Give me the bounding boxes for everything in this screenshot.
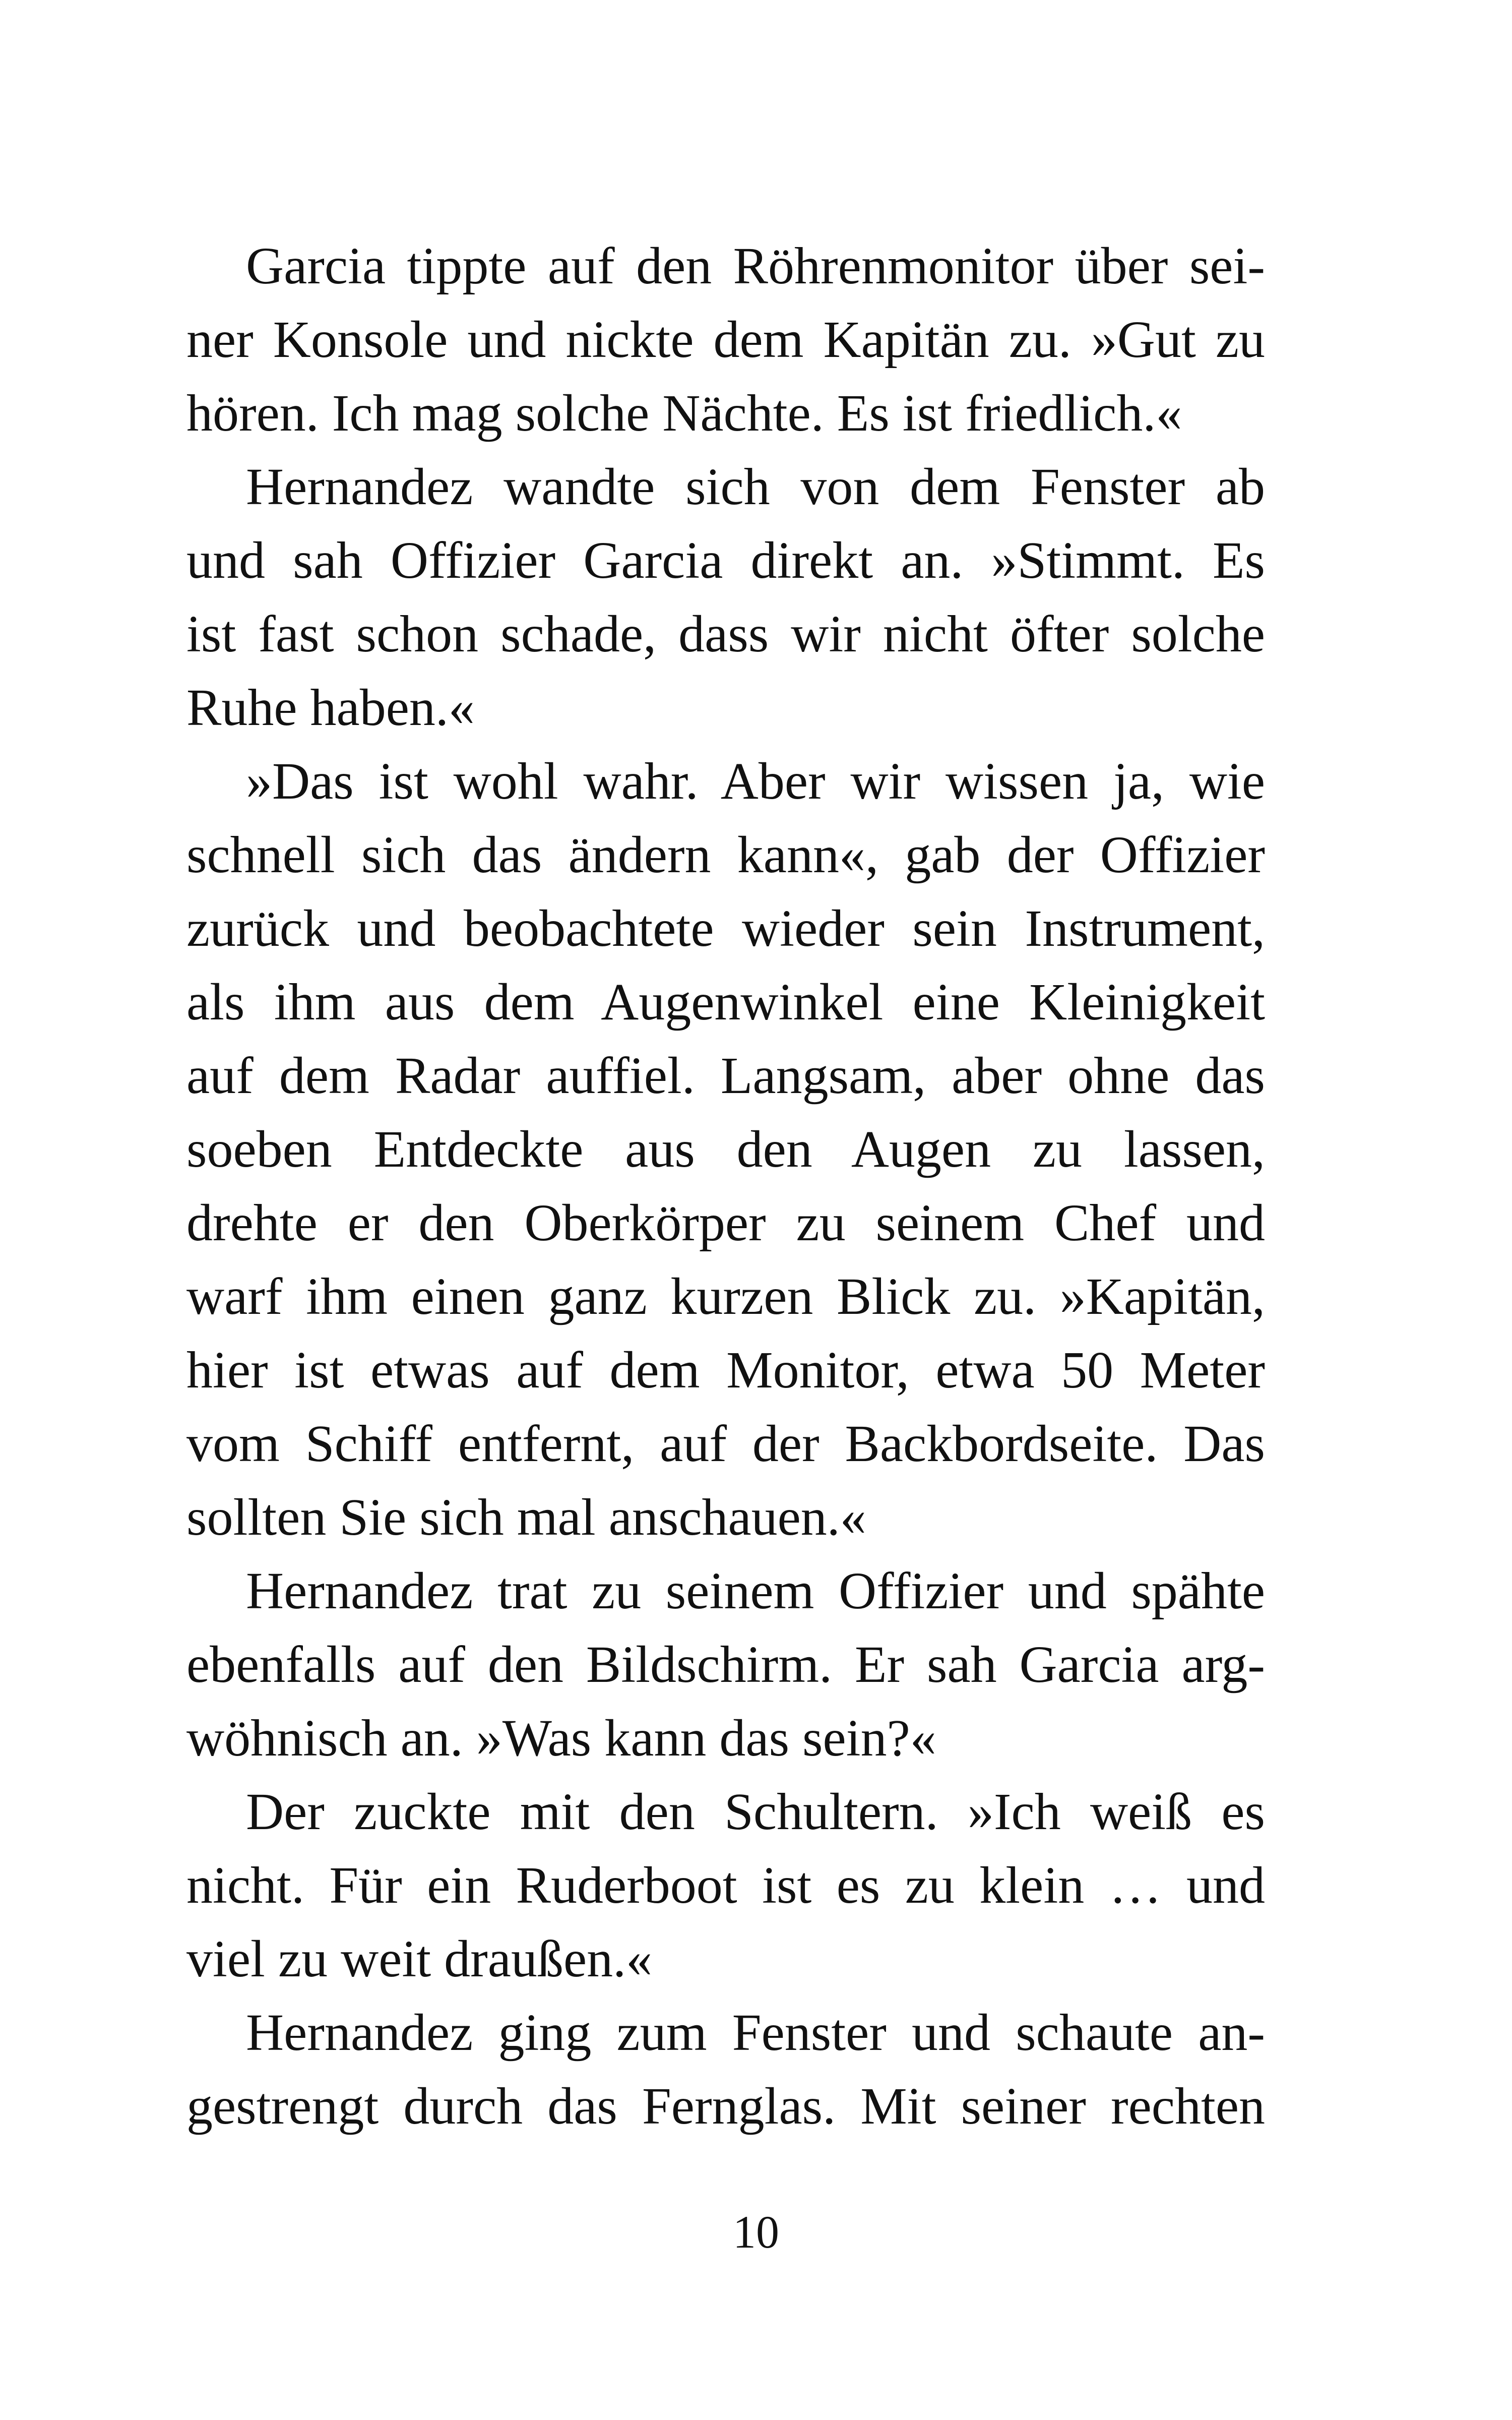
text-line: Hernandez ging zum Fenster und schaute an- — [246, 2004, 1265, 2062]
text-line: nicht. Für ein Ruderboot ist es zu klein … und — [186, 1856, 1265, 1914]
body-text — [186, 229, 1265, 2143]
text-line: viel zu weit draußen.« — [186, 1930, 653, 1988]
text-line: Garcia tippte auf den Röhrenmonitor über sei- — [246, 237, 1265, 295]
text-line: »Das ist wohl wahr. Aber wir wissen ja, wie — [246, 752, 1265, 810]
page-number: 10 — [733, 2206, 779, 2258]
text-line: hier ist etwas auf dem Monitor, etwa 50 Meter — [186, 1341, 1265, 1399]
text-line: vom Schiff entfernt, auf der Backbordseite. Das — [186, 1415, 1265, 1473]
text-line: sollten Sie sich mal anschauen.« — [186, 1488, 866, 1546]
text-line: als ihm aus dem Augenwinkel eine Kleinigkeit — [186, 973, 1265, 1031]
text-line: zurück und beobachtete wieder sein Instrument, — [186, 899, 1265, 957]
text-line: ist fast schon schade, dass wir nicht öfter solche — [186, 605, 1265, 663]
text-line: Hernandez wandte sich von dem Fenster ab — [246, 458, 1265, 516]
text-line: drehte er den Oberkörper zu seinem Chef und — [186, 1194, 1265, 1252]
text-line: gestrengt durch das Fernglas. Mit seiner rechten — [186, 2077, 1265, 2135]
text-line: warf ihm einen ganz kurzen Blick zu. »Kapitän, — [186, 1267, 1265, 1325]
text-line: auf dem Radar auffiel. Langsam, aber ohne das — [186, 1047, 1265, 1105]
text-line: und sah Offizier Garcia direkt an. »Stimmt. Es — [186, 531, 1265, 589]
text-line: hören. Ich mag solche Nächte. Es ist friedlich.« — [186, 384, 1182, 442]
text-line: wöhnisch an. »Was kann das sein?« — [186, 1709, 936, 1767]
text-line: ner Konsole und nickte dem Kapitän zu. »Gut zu — [186, 311, 1265, 369]
text-line: ebenfalls auf den Bildschirm. Er sah Garcia arg- — [186, 1636, 1265, 1693]
text-line: Der zuckte mit den Schultern. »Ich weiß es — [246, 1783, 1265, 1841]
text-line: soeben Entdeckte aus den Augen zu lassen, — [186, 1120, 1265, 1178]
text-line: schnell sich das ändern kann«, gab der Offizier — [186, 826, 1265, 884]
text-line: Hernandez trat zu seinem Offizier und spähte — [246, 1562, 1265, 1620]
text-line: Ruhe haben.« — [186, 679, 475, 737]
